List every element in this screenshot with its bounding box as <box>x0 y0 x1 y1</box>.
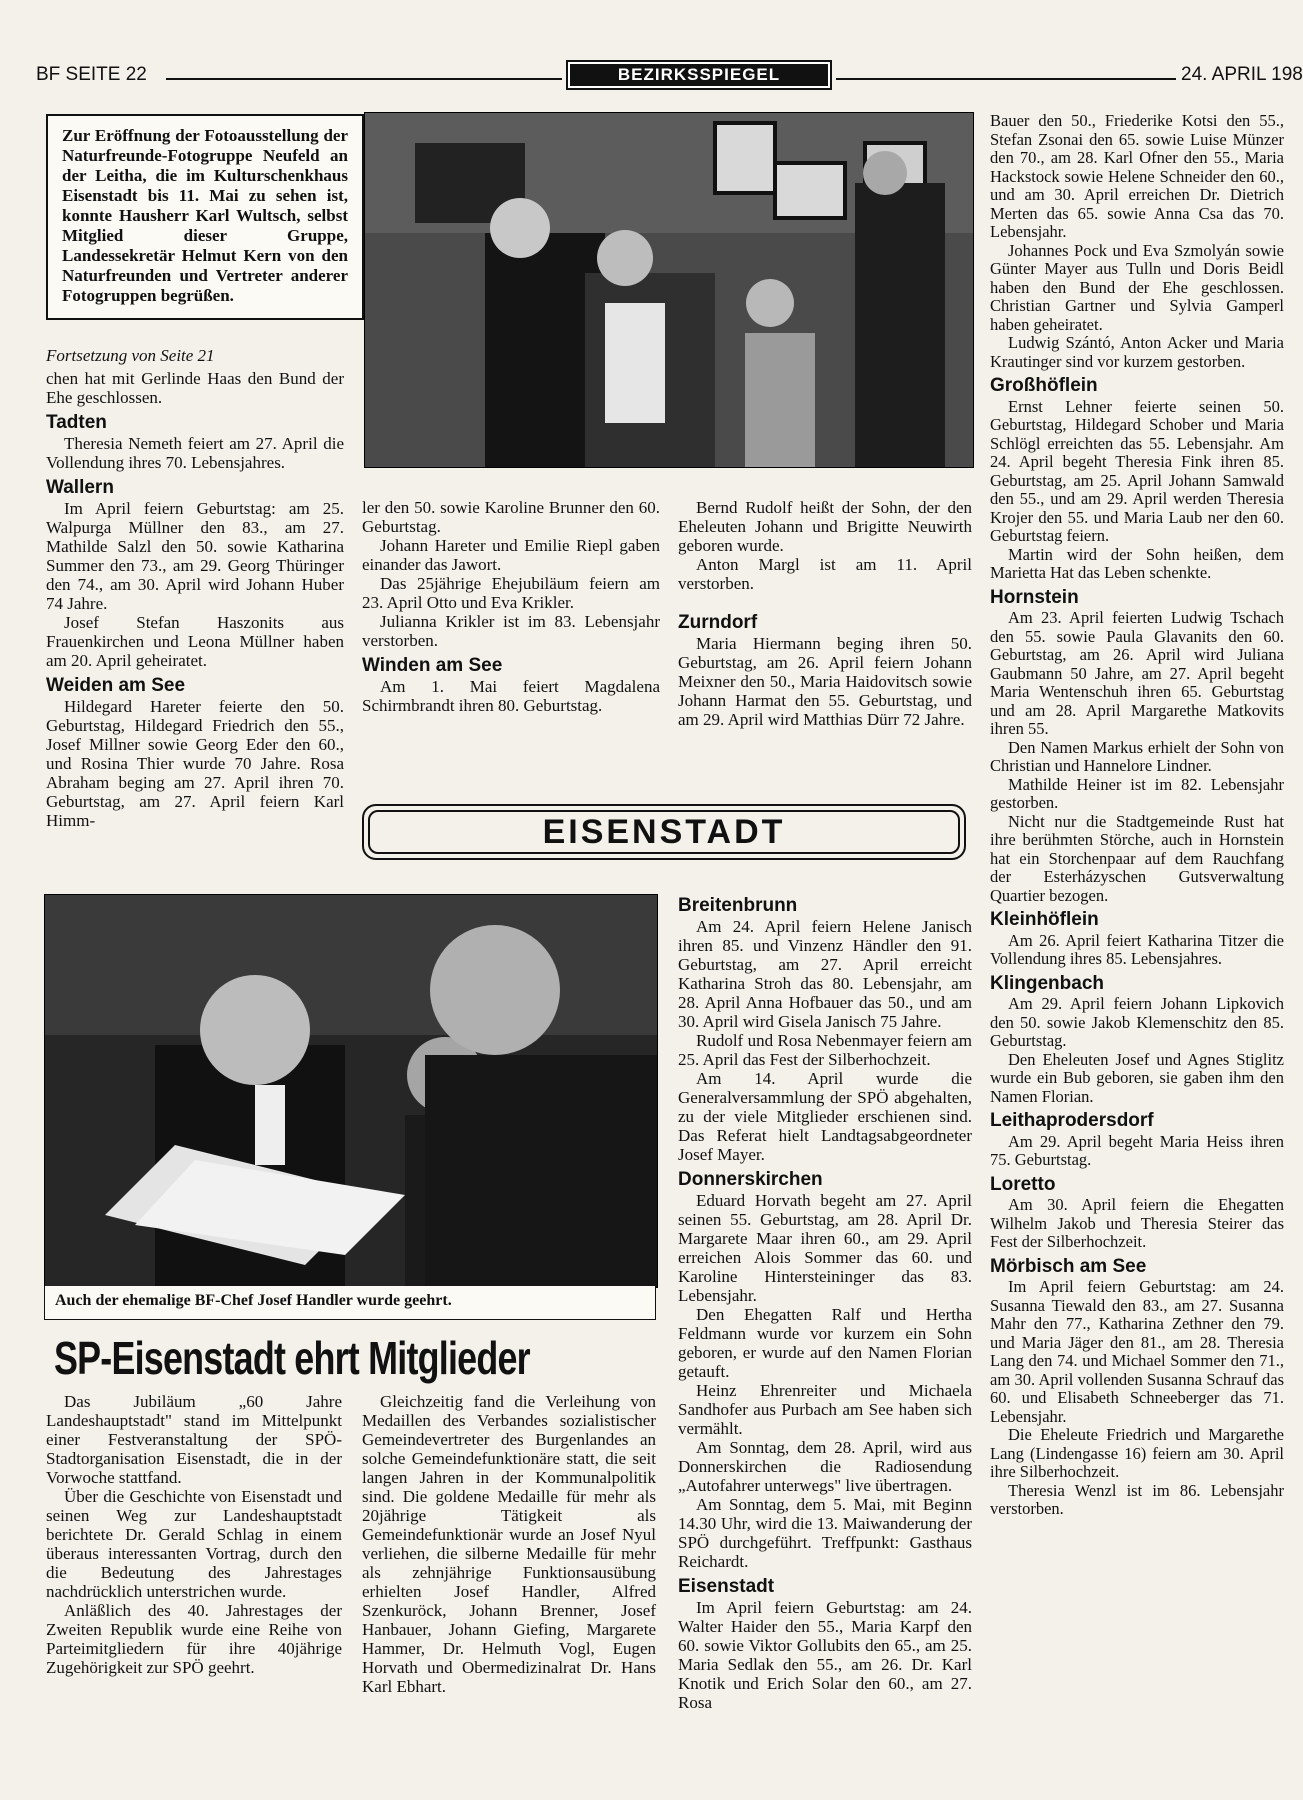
heading-loretto: Loretto <box>990 1173 1056 1195</box>
header-rule-right <box>836 78 1176 80</box>
section-label-box <box>566 60 832 90</box>
paragraph: ler den 50. sowie Karoline Brunner den 60. Geburtstag. <box>362 498 660 536</box>
paragraph: Am 23. April feierten Ludwig Tschach den 55. sowie Paula Glavanits den 60. Geburtstag, am 26. April wird Juliana Gaubmann 50 Jahre, am 27. April begeht Maria Wentenschuh ihren 65. Geburtstag und am 28. April Margarethe Matkovits ihren 55. <box>990 608 1284 738</box>
eisenstadt-banner-text: EISENSTADT <box>368 810 960 854</box>
paragraph: Am 29. April feiern Johann Lipkovich den 50. sowie Jakob Klemenschitz den 85. Geburtstag. <box>990 994 1284 1050</box>
exhibition-photo <box>364 112 974 468</box>
paragraph: Das Jubiläum „60 Jahre Landeshauptstadt" stand im Mittelpunkt einer Festveranstaltung der SPÖ-Stadtorganisation Eisenstadt, die in der Vorwoche stattfand. <box>46 1392 342 1487</box>
heading-zurndorf: Zurndorf <box>678 612 758 633</box>
paragraph: Josef Stefan Haszonits aus Frauenkirchen und Leona Müllner haben am 20. April geheiratet. <box>46 613 344 670</box>
photo2-caption: Auch der ehemalige BF-Chef Josef Handler wurde geehrt. <box>44 1286 656 1320</box>
page-number: BF SEITE 22 <box>36 64 147 85</box>
article-headline: SP-Eisenstadt ehrt Mitglieder <box>54 1332 530 1384</box>
heading-hornstein: Hornstein <box>990 586 1079 608</box>
paragraph: Am 24. April feiern Helene Janisch ihren 85. und Vinzenz Händler den 91. Geburtstag, am 27. April erreicht Katharina Stroh das 80. Lebensjahr, am 28. April Anna Hofbauer das 50., und am 30. April wird Gisela Janisch 75 Jahre. <box>678 917 972 1031</box>
article-column-1 <box>46 1392 342 1677</box>
paragraph: Das 25jährige Ehejubiläum feiern am 23. April Otto und Eva Krikler. <box>362 574 660 612</box>
heading-leithaprodersdorf: Leithaprodersdorf <box>990 1110 1154 1131</box>
column-left <box>46 346 344 830</box>
heading-tadten: Tadten <box>46 412 107 433</box>
paragraph: Rudolf und Rosa Nebenmayer feiern am 25. April das Fest der Silberhochzeit. <box>678 1031 972 1069</box>
paragraph: Am 14. April wurde die Generalversammlung der SPÖ abgehalten, zu der viele Mitglieder erschienen sind. Das Referat hielt Landtagsabgeordneter Josef Mayer. <box>678 1069 972 1164</box>
page-header <box>36 64 1303 90</box>
header-rule-left <box>166 78 562 80</box>
issue-date: 24. APRIL 198 <box>1181 64 1303 85</box>
paragraph: Im April feiern Geburtstag: am 25. Walpurga Müllner den 83., am 27. Mathilde Salzl den 50. sowie Katharina Summer den 73., am 29. Georg Thüringer den 74., am 30. April wird Johann Huber 74 Jahre. <box>46 499 344 613</box>
paragraph: Nicht nur die Stadtgemeinde Rust hat ihre berühmten Störche, auch in Hornstein hat ein Storchenpaar auf dem Rauchfang der Esterházyschen Gutsverwaltung Quartier bezogen. <box>990 811 1284 905</box>
paragraph: Ludwig Szántó, Anton Acker und Maria Krautinger sind vor kurzem gestorben. <box>990 333 1284 371</box>
paragraph: Hildegard Hareter feierte den 50. Geburtstag, Hildegard Friedrich den 55., Josef Millner sowie Georg Eder den 60., und Rosina Thier wurde 70 Jahre. Rosa Abraham beging am 27. April ihren 70. Geburtstag, am 27. April feiern Karl Himm- <box>46 697 344 830</box>
paragraph: Johann Hareter und Emilie Riepl gaben einander das Jawort. <box>362 536 660 574</box>
heading-weiden: Weiden am See <box>46 675 186 696</box>
paragraph: Am 30. April feiern die Ehegatten Wilhelm Jakob und Theresia Steirer das Fest der Silberhochzeit. <box>990 1195 1284 1251</box>
award-photo <box>44 894 658 1288</box>
paragraph: Die Eheleute Friedrich und Margarethe Lang (Lindengasse 16) feiern am 30. April ihre Silberhochzeit. <box>990 1425 1284 1481</box>
paragraph: Eduard Horvath begeht am 27. April seinen 55. Geburtstag, am 28. April Dr. Margarete Maar ihren 60., am 29. April erreichen Alois Sommer das 60. und Karoline Hintersteininger das 83. Lebensjahr. <box>678 1191 972 1305</box>
section-label: BEZIRKSSPIEGEL <box>570 64 828 86</box>
paragraph: Im April feiern Geburtstag: am 24. Walter Haider den 55., Maria Karpf den 60. sowie Viktor Gollubits den 65., am 25. Maria Sedlak den 55., am 26. Dr. Karl Knotik und Erich Solar den 60., am 27. Rosa <box>678 1598 972 1712</box>
paragraph: Am 26. April feiert Katharina Titzer die Vollendung ihres 85. Lebensjahres. <box>990 930 1284 968</box>
eisenstadt-banner <box>362 804 966 860</box>
column-third-upper <box>678 498 972 729</box>
paragraph: Anton Margl ist am 11. April verstorben. <box>678 555 972 593</box>
paragraph: Am Sonntag, dem 5. Mai, mit Beginn 14.30 Uhr, wird die 13. Maiwanderung der SPÖ durchgeführt. Treffpunkt: Gasthaus Reichardt. <box>678 1495 972 1571</box>
paragraph: Bernd Rudolf heißt der Sohn, der den Eheleuten Johann und Brigitte Neuwirth geboren wurde. <box>678 498 972 555</box>
heading-winden: Winden am See <box>362 655 503 676</box>
paragraph: Johannes Pock und Eva Szmolyán sowie Günter Mayer aus Tulln und Doris Beidl haben den Bund der Ehe geschlossen. Christian Gartner und Sylvia Gamperl haben geheiratet. <box>990 240 1284 334</box>
heading-klingenbach: Klingenbach <box>990 972 1105 994</box>
heading-eisenstadt: Eisenstadt <box>678 1576 775 1597</box>
paragraph: Ernst Lehner feierte seinen 50. Geburtstag, Hildegard Schober und Maria Schlögl erreichten das 55. Lebensjahr. Am 24. April begeht Theresia Fink ihren 85. Geburtstag, am 25. April Johann Samwald den 55., und am 29. April werden Theresia Krojer den 55. und Maria Laub ner den 60. Geburtstag feiern. <box>990 396 1284 545</box>
column-third-lower <box>678 890 972 1712</box>
paragraph: Am Sonntag, dem 28. April, wird aus Donnerskirchen die Radiosendung „Autofahrer unterwegs" live übertragen. <box>678 1438 972 1495</box>
column-right <box>990 112 1284 1519</box>
photo1-caption: Zur Eröffnung der Fotoausstellung der Naturfreunde-Fotogruppe Neufeld an der Leitha, die im Kulturschenkhaus Eisenstadt bis 11. Mai zu sehen ist, konnte Hausherr Karl Wultsch, selbst Mitglied dieser Gruppe, Landessekretär Helmut Kern von den Naturfreunden und Vertreter anderer Fotogruppen begrüßen. <box>46 114 364 320</box>
award-photo-image <box>45 895 657 1287</box>
paragraph: Mathilde Heiner ist im 82. Lebensjahr gestorben. <box>990 774 1284 812</box>
paragraph: Gleichzeitig fand die Verleihung von Medaillen des Verbandes sozialistischer Gemeindevertreter des Burgenlandes an solche Gemeindefunktionäre statt, die seit langen Jahren in der Kommunalpolitik sind. Die goldene Medaille für mehr als 20jährige Tätigkeit als Gemeindefunktionär wurde an Josef Nyul verliehen, die silberne Medaille für mehr als zehnjährige Funktionsausübung erhielten Josef Handler, Alfred Szenkuröck, Johann Brenner, Josef Hanbauer, Johann Giefing, Margarete Hammer, Dr. Helmuth Vogl, Eugen Horvath und Obermedizinalrat Dr. Hans Karl Ebhart. <box>362 1392 656 1696</box>
paragraph: Den Namen Markus erhielt der Sohn von Christian und Hannelore Lindner. <box>990 737 1284 775</box>
paragraph: Martin wird der Sohn heißen, dem Marietta Hat das Leben schenkte. <box>990 544 1284 582</box>
paragraph: Am 29. April begeht Maria Heiss ihren 75. Geburtstag. <box>990 1131 1284 1169</box>
column-second <box>362 498 660 715</box>
paragraph: Anläßlich des 40. Jahrestages der Zweiten Republik wurde eine Reihe von Parteimitgliedern für ihre 40jährige Zugehörigkeit zur SPÖ geehrt. <box>46 1601 342 1677</box>
exhibition-photo-image <box>365 113 973 467</box>
paragraph: Im April feiern Geburtstag: am 24. Susanna Tiewald den 83., am 27. Susanna Mahr den 77., Katharina Zethner den 79. und Maria Jäger den 81., am 28. Theresia Lang den 74. und Michael Sommer den 71., am 30. April vollenden Susanna Schrauf das 60. und Elisabeth Schneeberger das 71. Lebensjahr. <box>990 1277 1284 1426</box>
continuation-note: Fortsetzung von Seite 21 <box>46 346 215 365</box>
paragraph: Über die Geschichte von Eisenstadt und seinen Weg zur Landeshauptstadt berichtete Dr. Gerald Schlag in einem überaus interessanten Vortrag, durch den die Bedeutung des Jahrestages nachdrücklich unterstrichen wurde. <box>46 1487 342 1601</box>
paragraph: Theresia Nemeth feiert am 27. April die Vollendung ihres 70. Lebensjahres. <box>46 434 344 472</box>
heading-donnerskirchen: Donnerskirchen <box>678 1169 823 1190</box>
paragraph: Heinz Ehrenreiter und Michaela Sandhofer aus Purbach am See haben sich vermählt. <box>678 1381 972 1438</box>
heading-grosshoeflein: Großhöflein <box>990 375 1098 396</box>
article-column-2 <box>362 1392 656 1696</box>
heading-wallern: Wallern <box>46 477 114 498</box>
heading-breitenbrunn: Breitenbrunn <box>678 895 798 916</box>
paragraph: chen hat mit Gerlinde Haas den Bund der Ehe geschlossen. <box>46 369 344 407</box>
paragraph: Theresia Wenzl ist im 86. Lebensjahr verstorben. <box>990 1480 1284 1518</box>
paragraph: Julianna Krikler ist im 83. Lebensjahr verstorben. <box>362 612 660 650</box>
paragraph: Maria Hiermann beging ihren 50. Geburtstag, am 26. April feiern Johann Meixner den 50., Maria Haidovitsch sowie Johann Harmat den 55. Geburtstag, und am 29. April wird Matthias Dürr 72 Jahre. <box>678 634 972 729</box>
heading-kleinhoeflein: Kleinhöflein <box>990 909 1099 930</box>
paragraph: Den Ehegatten Ralf und Hertha Feldmann wurde vor kurzem ein Sohn geboren, er wurde auf den Namen Florian getauft. <box>678 1305 972 1381</box>
paragraph: Bauer den 50., Friederike Kotsi den 55., Stefan Zsonai den 65. sowie Luise Münzer den 70., am 28. Karl Ofner den 55., Maria Hackstock sowie Helene Schneider den 60., und am 30. April erreichen Dr. Dietrich Merten das 65. sowie Anna Csa das 70. Lebensjahr. <box>990 111 1284 241</box>
paragraph: Den Eheleuten Josef und Agnes Stiglitz wurde ein Bub geboren, sie gaben ihm den Namen Florian. <box>990 1049 1284 1106</box>
paragraph: Am 1. Mai feiert Magdalena Schirmbrandt ihren 80. Geburtstag. <box>362 677 660 715</box>
heading-moerbisch: Mörbisch am See <box>990 1255 1147 1277</box>
